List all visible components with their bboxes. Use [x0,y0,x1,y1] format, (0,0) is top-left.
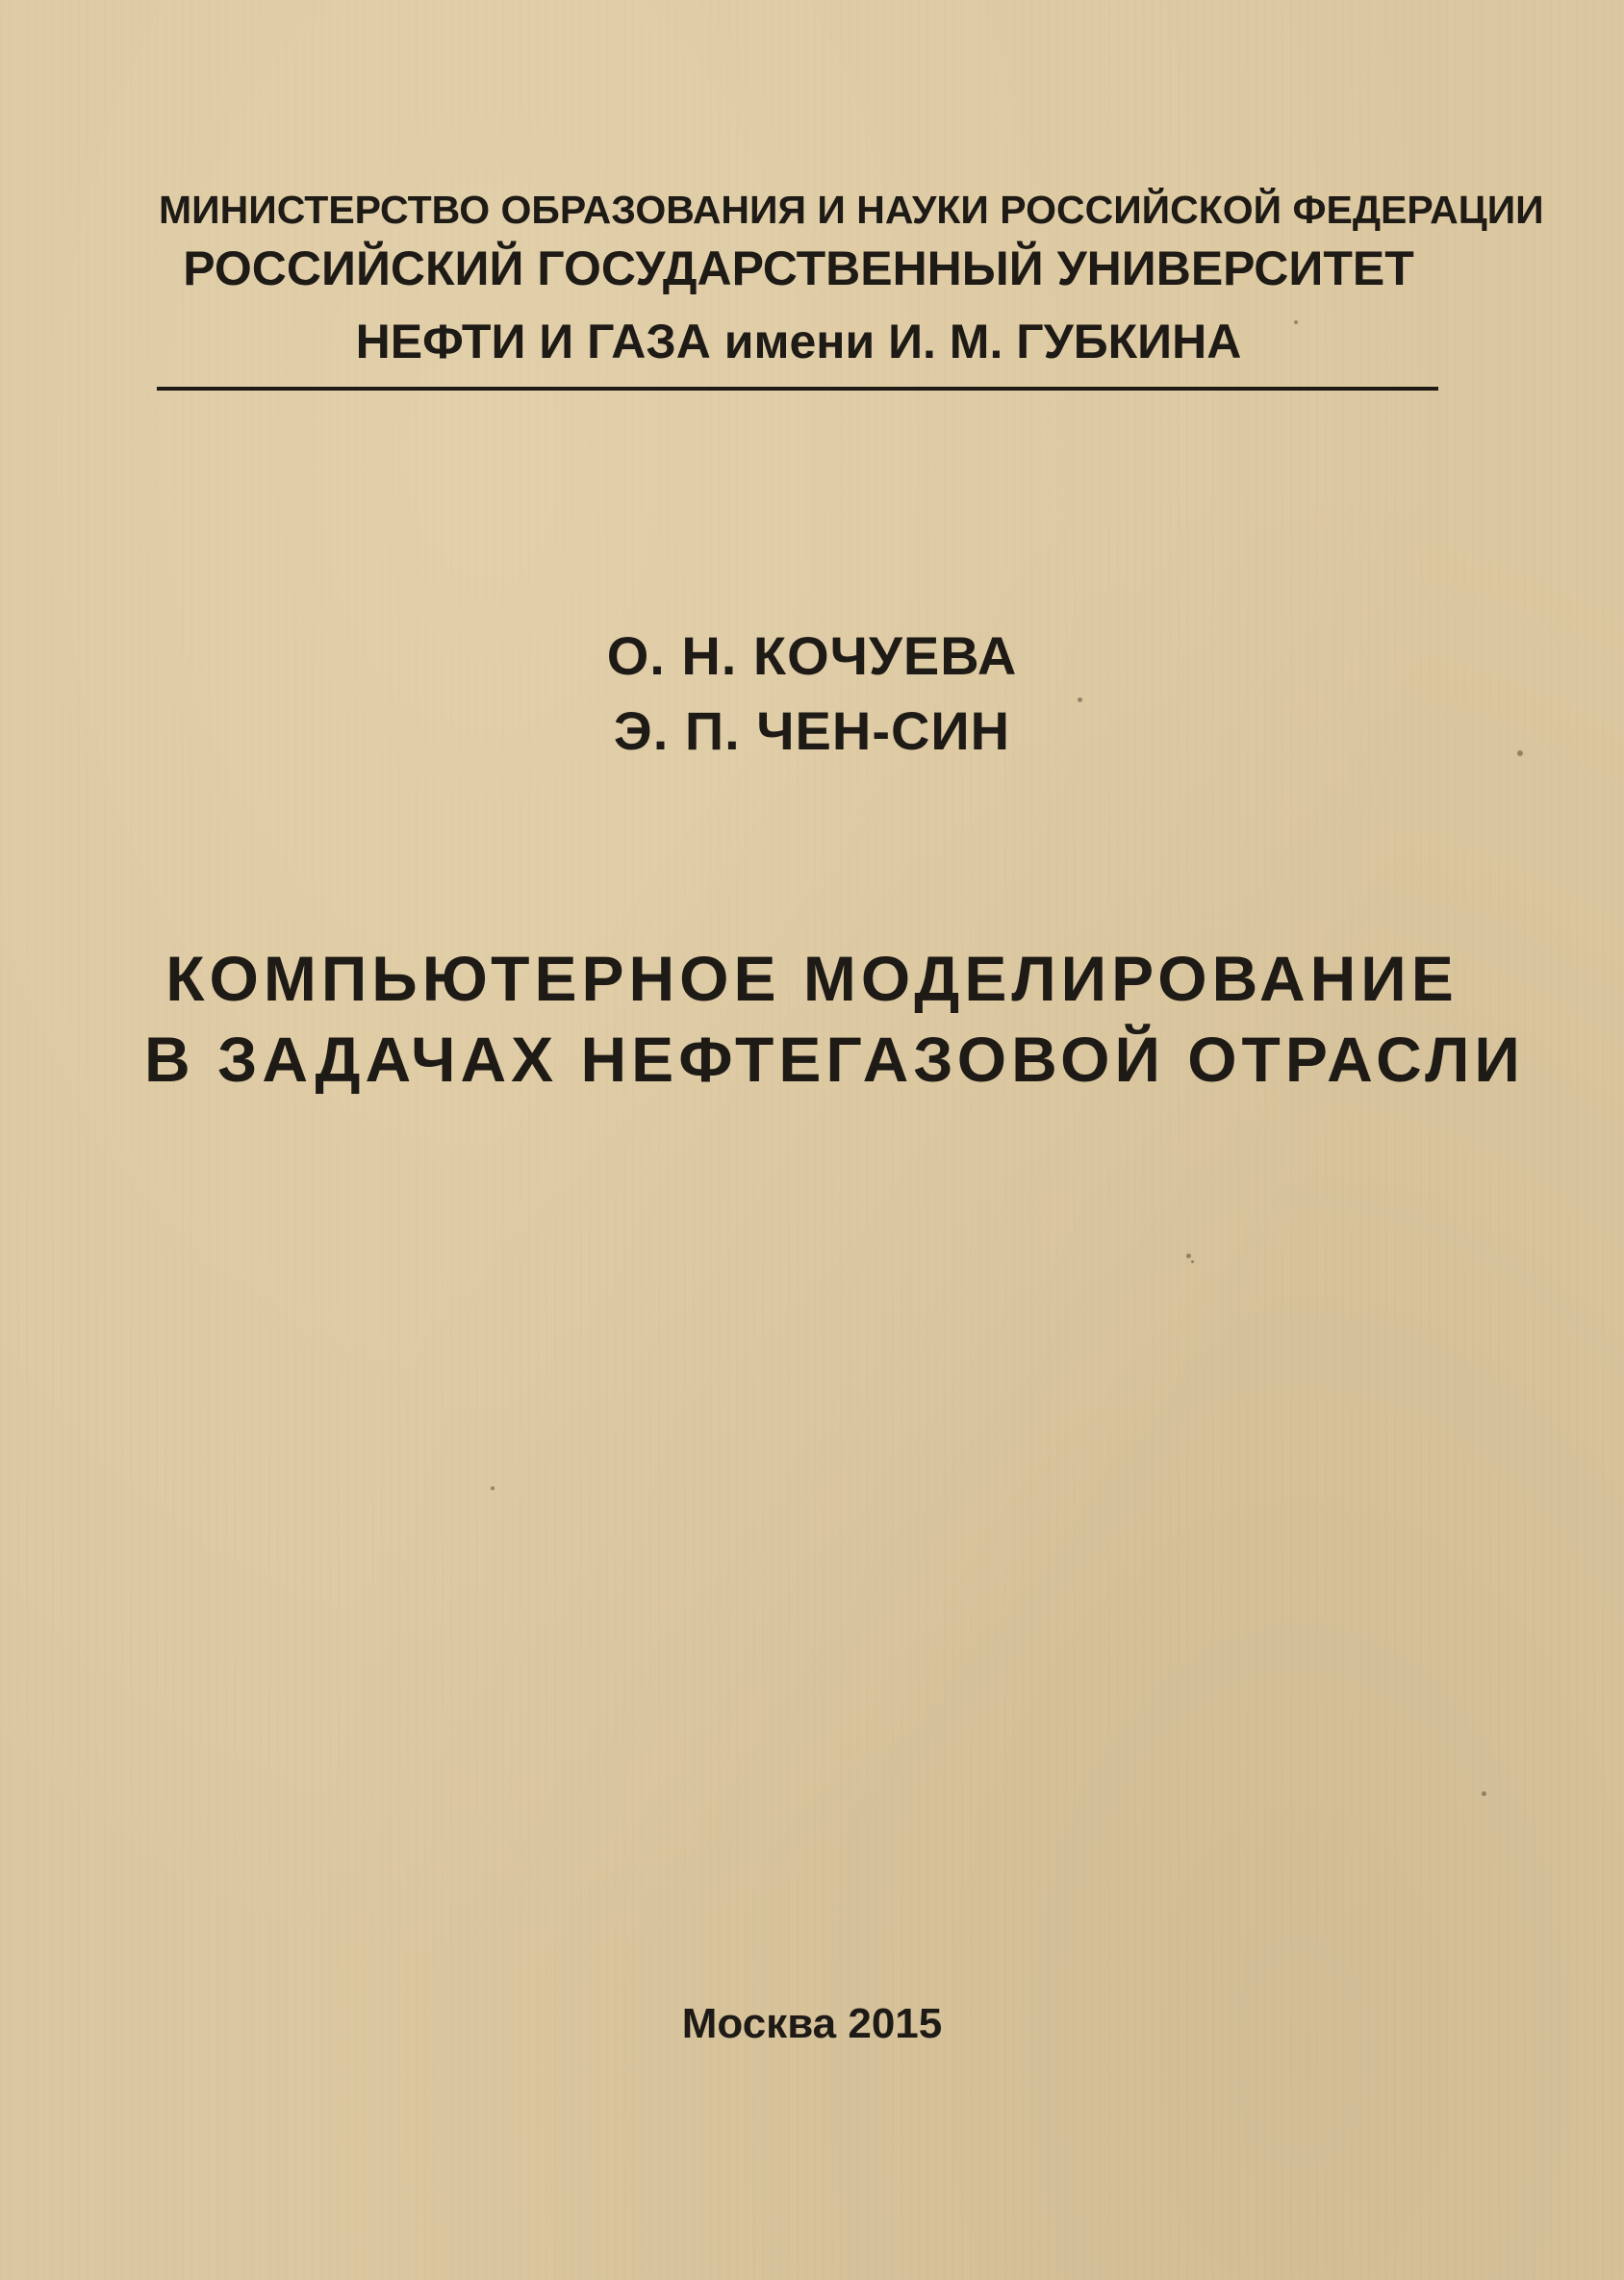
header-divider [157,387,1438,391]
book-title-line-2: В ЗАДАЧАХ НЕФТЕГАЗОВОЙ ОТРАСЛИ [144,1024,1525,1095]
author-2: Э. П. ЧЕН-СИН [613,700,1011,761]
book-title-line-1: КОМПЬЮТЕРНОЕ МОДЕЛИРОВАНИЕ [165,943,1459,1014]
paper-speck [1191,1260,1194,1263]
book-title [144,941,1525,1097]
city-year: Москва 2015 [681,2000,943,2047]
paper-speck [1294,320,1298,324]
ministry-name: МИНИСТЕРСТВО ОБРАЗОВАНИЯ И НАУКИ РОССИЙСКОЙ ФЕДЕРАЦИИ [159,188,1544,232]
authors-block [0,623,1624,764]
institution-header [159,188,1544,370]
paper-speck [491,1486,495,1490]
paper-speck [1078,697,1082,702]
paper-speck [1482,1791,1486,1796]
university-name-line-1: РОССИЙСКИЙ ГОСУДАРСТВЕННЫЙ УНИВЕРСИТЕТ [183,241,1414,295]
author-1: О. Н. КОЧУЕВА [606,625,1018,686]
university-name-line-2: НЕФТИ И ГАЗА имени И. М. ГУБКИНА [355,315,1242,368]
paper-speck [1186,1254,1191,1258]
paper-speck [1517,750,1523,756]
